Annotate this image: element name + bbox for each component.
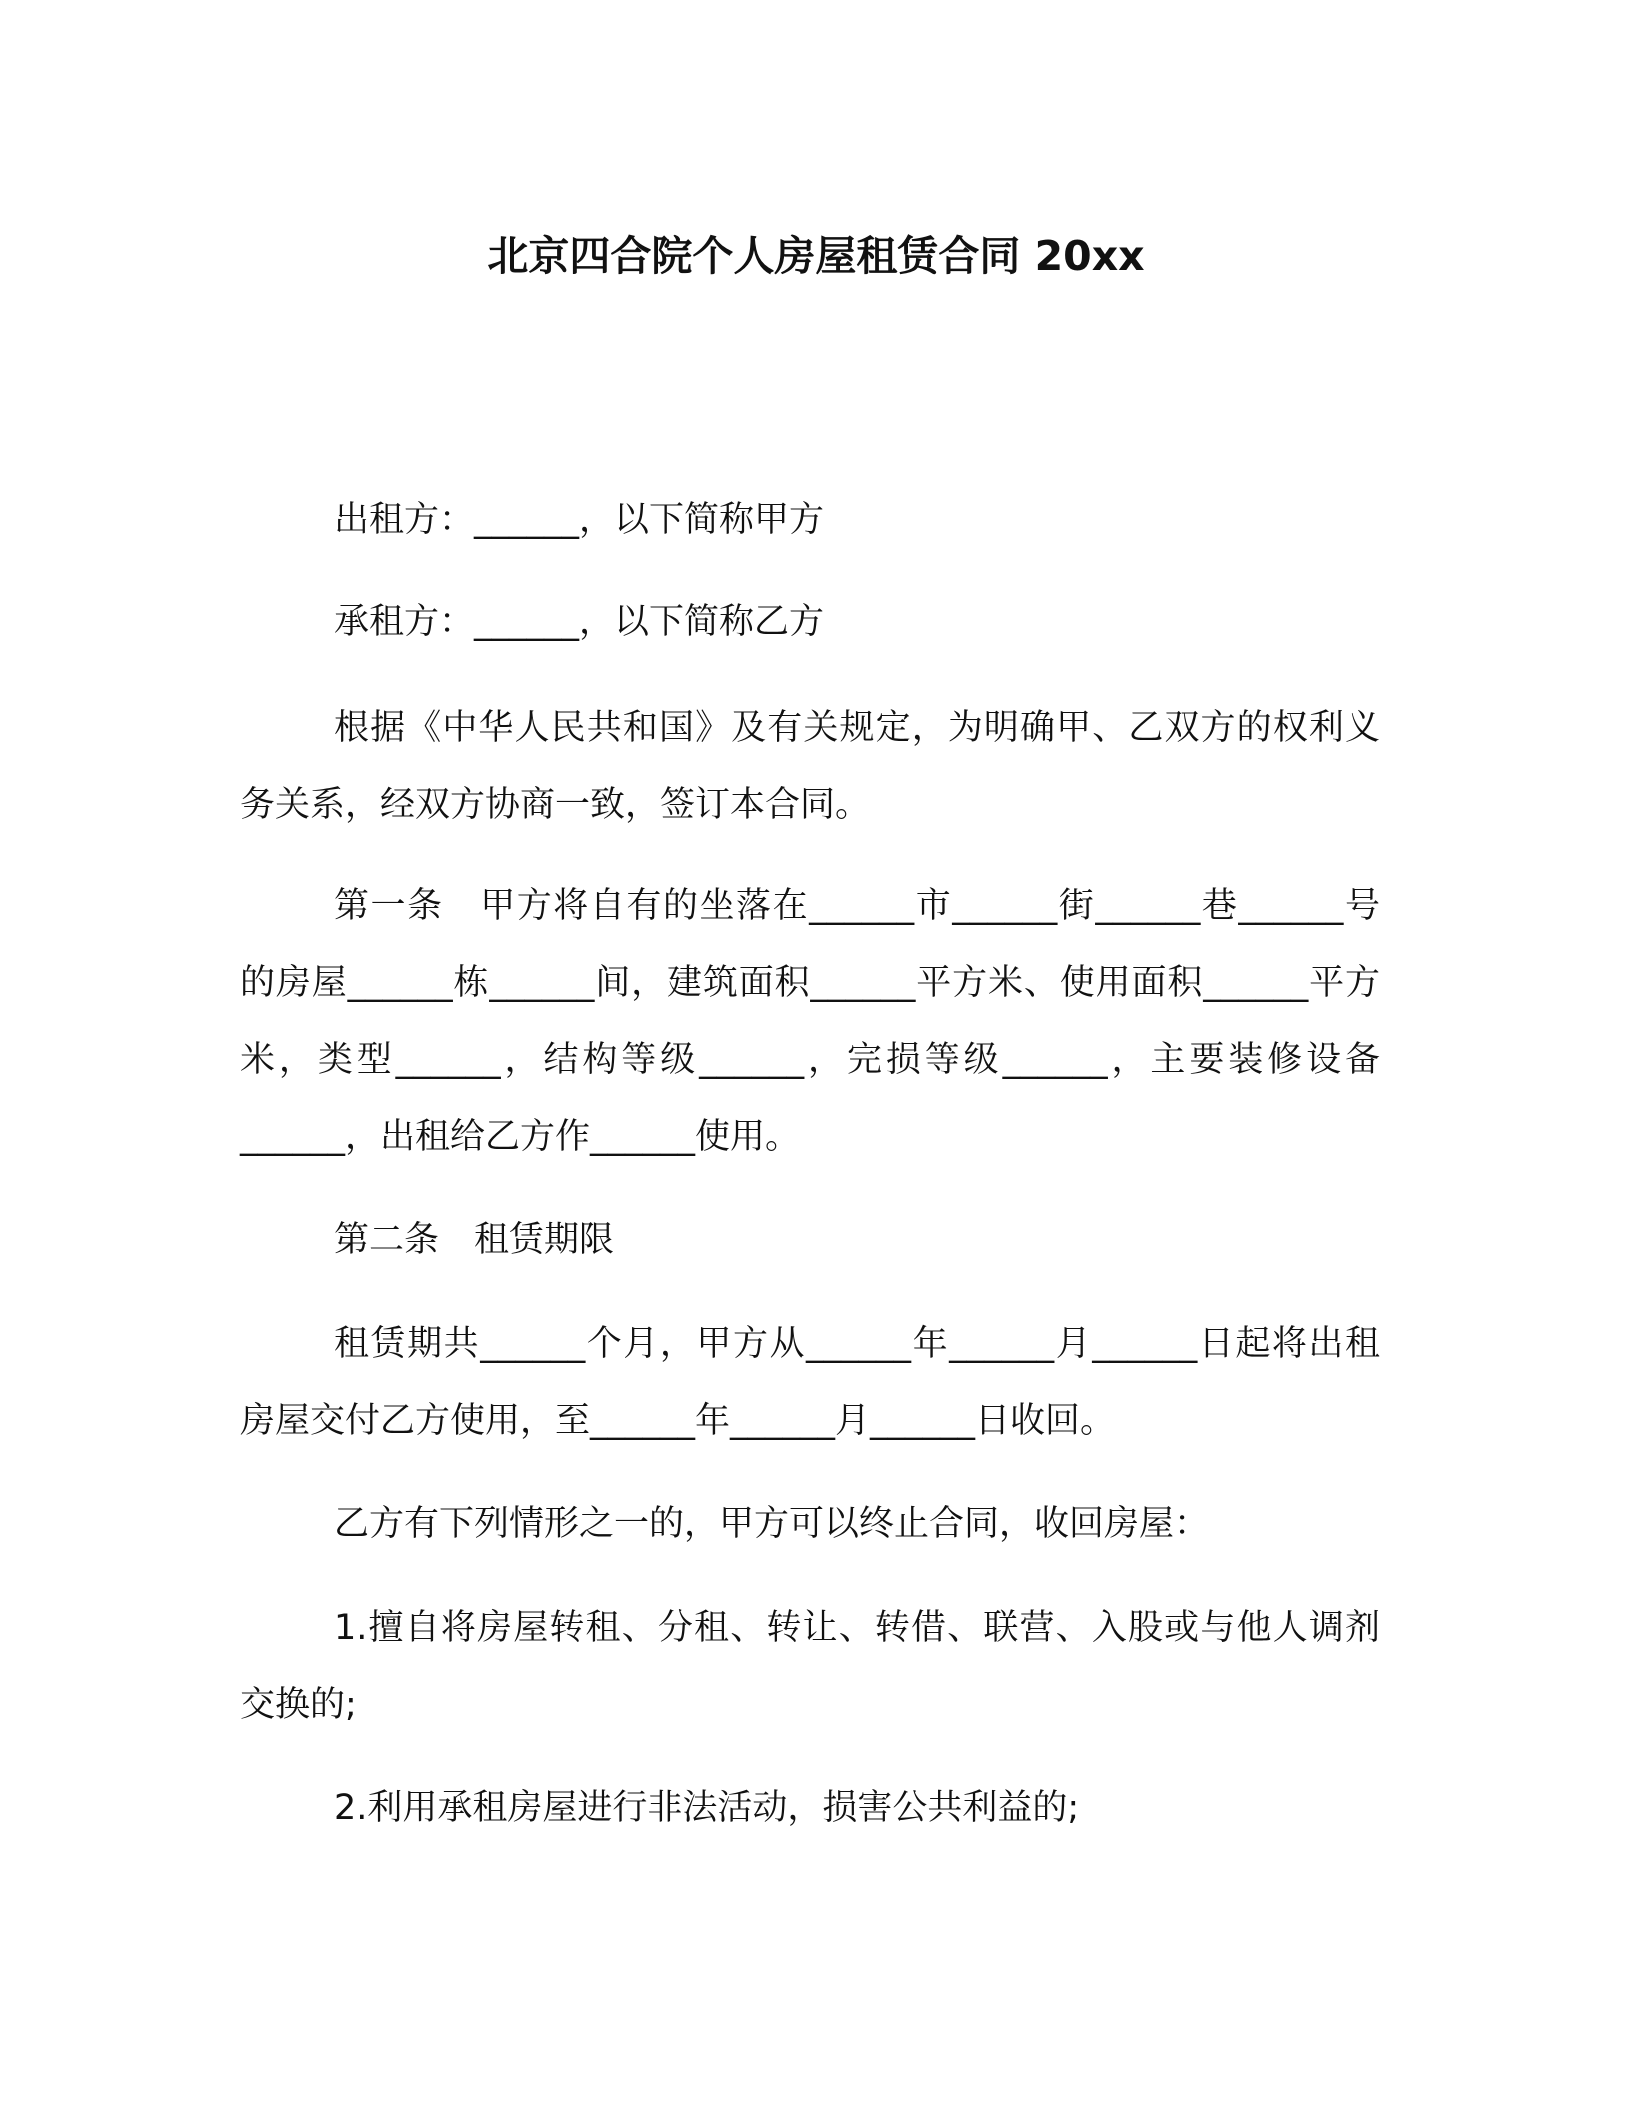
termination-item-1: 1.擅自将房屋转租、分租、转让、转借、联营、入股或与他人调剂交换的; — [240, 1608, 1380, 1725]
lessor-line: 出租方：______，以下简称甲方 — [334, 500, 825, 540]
article-2-heading: 第二条 租赁期限 — [334, 1220, 615, 1260]
termination-item-2: 2.利用承租房屋进行非法活动，损害公共利益的; — [334, 1788, 1080, 1828]
preamble-paragraph: 根据《中华人民共和国》及有关规定，为明确甲、乙双方的权利义务关系，经双方协商一致，签订本合同。 — [240, 708, 1380, 825]
article-1-paragraph: 第一条 甲方将自有的坐落在______市______街______巷______号的房屋______栋______间，建筑面积______平方米、使用面积______平方米，类型______，结构等级______，完损等级______，主要装修设备______，出租给乙方作______使用。 — [240, 886, 1380, 1157]
termination-intro: 乙方有下列情形之一的，甲方可以终止合同，收回房屋： — [334, 1504, 1210, 1544]
lease-term-paragraph: 租赁期共______个月，甲方从______年______月______日起将出租房屋交付乙方使用，至______年______月______日收回。 — [240, 1324, 1380, 1441]
document-title: 北京四合院个人房屋租赁合同 20xx — [487, 232, 1145, 280]
lessee-line: 承租方：______，以下简称乙方 — [334, 602, 825, 642]
